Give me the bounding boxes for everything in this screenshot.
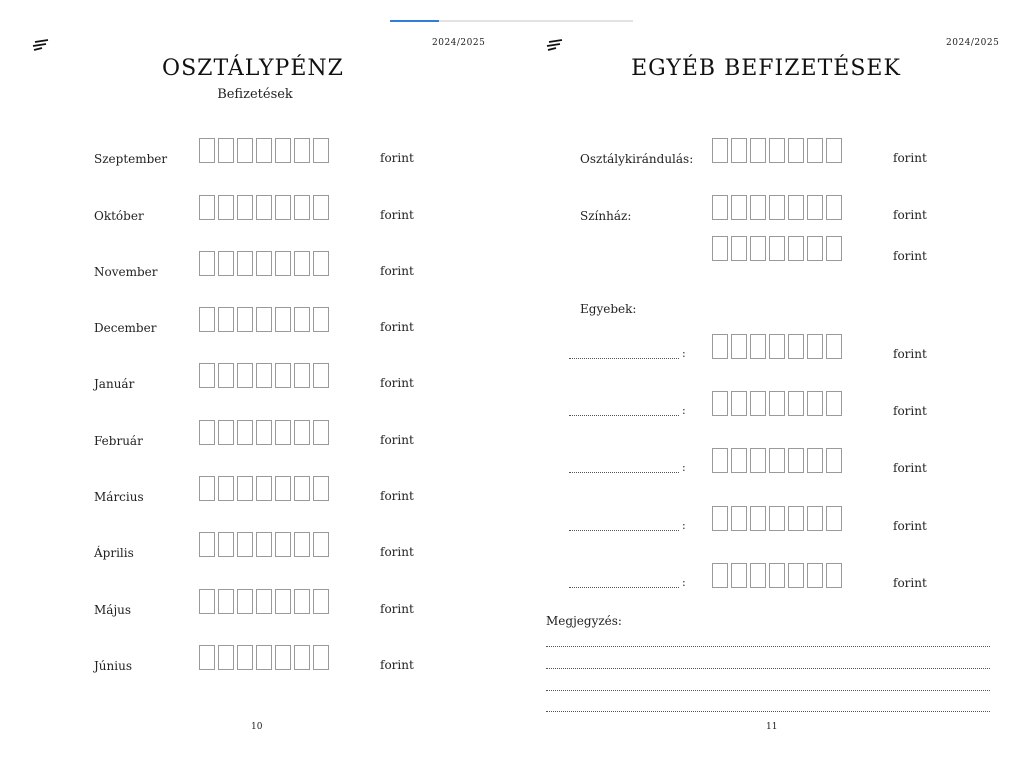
other-item-name-line[interactable] <box>569 358 679 359</box>
amount-digit-boxes[interactable] <box>199 195 329 220</box>
notes-line[interactable] <box>546 711 990 712</box>
currency-label: forint <box>893 151 927 165</box>
payment-row-other-5 <box>512 563 1024 593</box>
month-label: Április <box>94 546 134 560</box>
currency-label: forint <box>893 461 927 475</box>
month-label: Június <box>94 659 132 673</box>
notes-heading: Megjegyzés: <box>546 614 622 628</box>
currency-label: forint <box>380 602 414 616</box>
colon: : <box>682 404 686 417</box>
currency-label: forint <box>380 433 414 447</box>
page-subtitle: Befizetések <box>217 87 293 102</box>
colon: : <box>682 519 686 532</box>
month-label: Január <box>94 377 135 391</box>
currency-label: forint <box>380 489 414 503</box>
amount-digit-boxes[interactable] <box>199 589 329 614</box>
amount-digit-boxes[interactable] <box>712 563 842 588</box>
amount-digit-boxes[interactable] <box>712 391 842 416</box>
colon: : <box>682 347 686 360</box>
item-label: Osztálykirándulás: <box>580 152 694 166</box>
amount-digit-boxes[interactable] <box>712 506 842 531</box>
month-label: Február <box>94 434 143 448</box>
month-label: Október <box>94 209 144 223</box>
amount-digit-boxes[interactable] <box>199 307 329 332</box>
payment-row-other-2 <box>512 391 1024 421</box>
item-label: Színház: <box>580 209 632 223</box>
payment-row-january <box>0 363 512 393</box>
right-page <box>512 0 1024 768</box>
colon: : <box>682 576 686 589</box>
amount-digit-boxes[interactable] <box>712 334 842 359</box>
page-title: OSZTÁLYPÉNZ <box>162 56 344 81</box>
brand-logo-icon <box>546 38 564 52</box>
amount-digit-boxes[interactable] <box>199 532 329 557</box>
other-item-name-line[interactable] <box>569 530 679 531</box>
colon: : <box>682 461 686 474</box>
amount-digit-boxes[interactable] <box>199 138 329 163</box>
currency-label: forint <box>380 151 414 165</box>
payment-row-september <box>0 138 512 168</box>
amount-digit-boxes[interactable] <box>712 236 842 261</box>
currency-label: forint <box>380 658 414 672</box>
amount-digit-boxes[interactable] <box>199 645 329 670</box>
other-payments-heading: Egyebek: <box>580 302 637 316</box>
amount-digit-boxes[interactable] <box>712 195 842 220</box>
currency-label: forint <box>893 347 927 361</box>
payment-row-february <box>0 420 512 450</box>
payment-row-theater-2 <box>512 236 1024 266</box>
payment-row-other-3 <box>512 448 1024 478</box>
page-title: EGYÉB BEFIZETÉSEK <box>631 56 901 81</box>
payment-row-may <box>0 589 512 619</box>
page-number: 10 <box>251 722 263 732</box>
other-item-name-line[interactable] <box>569 587 679 588</box>
payment-row-june <box>0 645 512 675</box>
month-label: December <box>94 321 157 335</box>
payment-row-other-4 <box>512 506 1024 536</box>
payment-row-other-1 <box>512 334 1024 364</box>
currency-label: forint <box>893 519 927 533</box>
amount-digit-boxes[interactable] <box>199 251 329 276</box>
payment-row-october <box>0 195 512 225</box>
payment-row-march <box>0 476 512 506</box>
notes-line[interactable] <box>546 690 990 691</box>
school-year: 2024/2025 <box>432 38 486 48</box>
payment-row-class-trip <box>512 138 1024 168</box>
month-label: Május <box>94 603 132 617</box>
currency-label: forint <box>380 208 414 222</box>
currency-label: forint <box>893 208 927 222</box>
amount-digit-boxes[interactable] <box>712 448 842 473</box>
brand-logo-icon <box>32 38 50 52</box>
amount-digit-boxes[interactable] <box>199 363 329 388</box>
month-label: Szeptember <box>94 152 168 166</box>
payment-row-theater <box>512 195 1024 225</box>
notes-line[interactable] <box>546 668 990 669</box>
amount-digit-boxes[interactable] <box>199 476 329 501</box>
month-label: November <box>94 265 158 279</box>
other-item-name-line[interactable] <box>569 415 679 416</box>
payment-row-november <box>0 251 512 281</box>
other-item-name-line[interactable] <box>569 472 679 473</box>
currency-label: forint <box>380 320 414 334</box>
notes-line[interactable] <box>546 646 990 647</box>
currency-label: forint <box>893 576 927 590</box>
currency-label: forint <box>893 249 927 263</box>
currency-label: forint <box>380 376 414 390</box>
month-label: Március <box>94 490 144 504</box>
currency-label: forint <box>380 264 414 278</box>
page-number: 11 <box>766 722 778 732</box>
amount-digit-boxes[interactable] <box>712 138 842 163</box>
amount-digit-boxes[interactable] <box>199 420 329 445</box>
currency-label: forint <box>380 545 414 559</box>
payment-row-december <box>0 307 512 337</box>
school-year: 2024/2025 <box>946 38 1000 48</box>
currency-label: forint <box>893 404 927 418</box>
payment-row-april <box>0 532 512 562</box>
